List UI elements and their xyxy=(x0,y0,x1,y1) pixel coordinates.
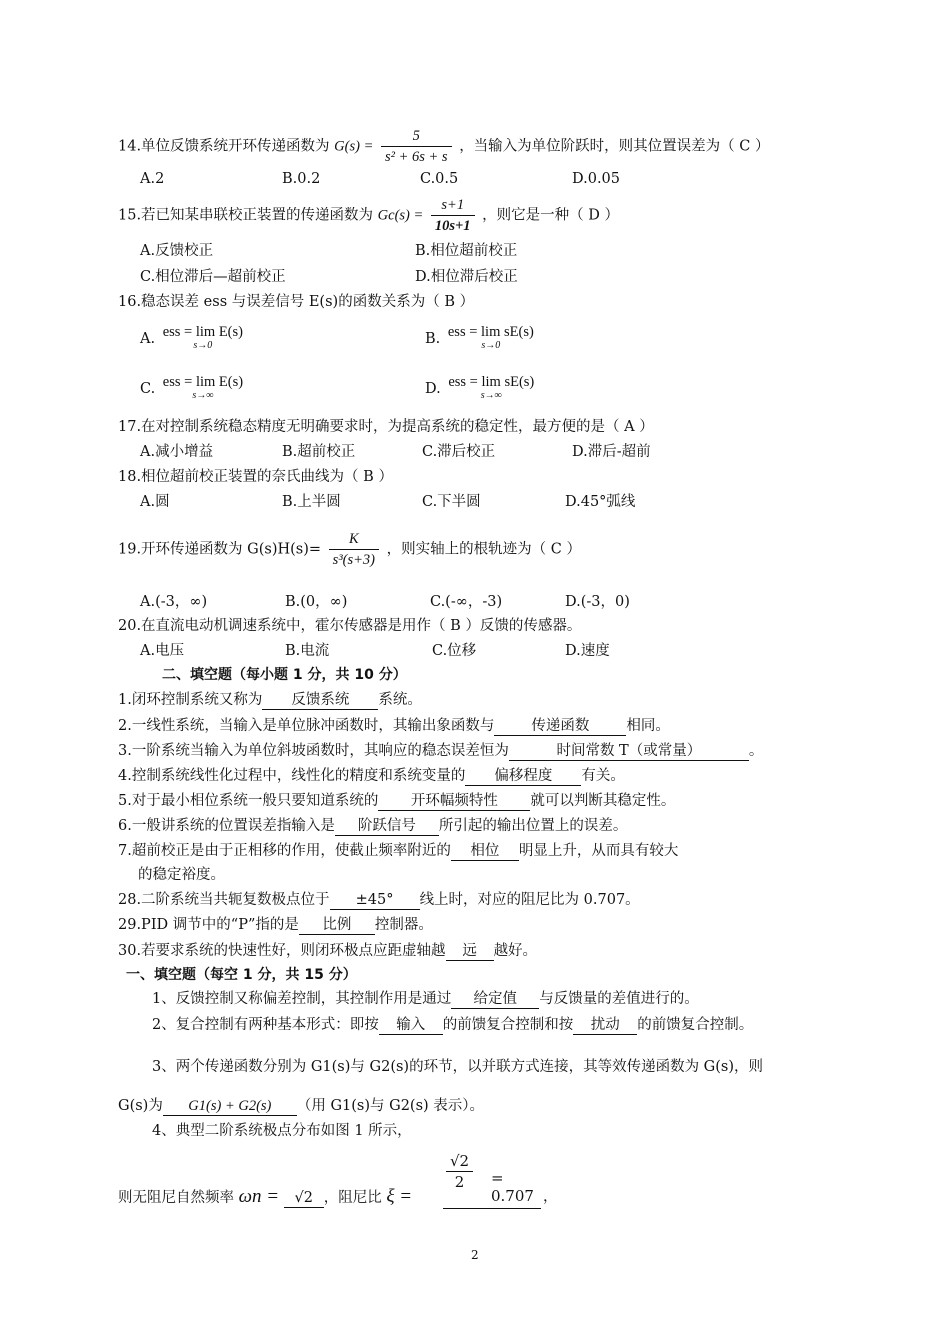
fill-5-answer: 开环幅频特性 xyxy=(378,792,530,811)
q18-option-b: B.上半圆 xyxy=(282,494,341,510)
fill-28-text: 28.二阶系统当共轭复数极点位于 xyxy=(118,892,330,908)
q15-stem: 15.若已知某串联校正装置的传递函数为 xyxy=(118,207,374,224)
xi-fraction xyxy=(446,1152,473,1191)
q18-stem: 18.相位超前校正装置的奈氏曲线为（ xyxy=(118,469,359,485)
fill-1-post: 系统。 xyxy=(378,692,422,708)
q16-stem-c: ） xyxy=(459,294,475,310)
q16-option-d xyxy=(425,375,537,403)
q14-fraction xyxy=(381,127,452,166)
fill-28-answer: ±45° xyxy=(330,891,420,910)
q14-denominator: s² + 6s + s xyxy=(384,149,448,165)
fill-30-text: 30.若要求系统的快速性好，则闭环极点应距虚轴越 xyxy=(118,943,446,959)
q15-stem-b: ，则它是一种（ xyxy=(482,207,584,224)
fill-30-answer: 远 xyxy=(446,942,494,961)
q16-option-a-sub: s→0 xyxy=(193,340,213,351)
q17-stem: 17.在对控制系统稳态精度无明确要求时，为提高系统的稳定性，最方便的是（ xyxy=(118,419,620,435)
q20-option-c: C.位移 xyxy=(432,643,477,659)
s1-item-1-post: 与反馈量的差值进行的。 xyxy=(539,991,699,1007)
fill-6-post: 所引起的输出位置上的误差。 xyxy=(438,818,628,834)
fill-2-answer: 传递函数 xyxy=(494,717,626,736)
q16-option-c-sub: s→∞ xyxy=(192,390,214,401)
q14-stem-b: ，当输入为单位阶跃时，则其位置误差为（ xyxy=(459,138,735,155)
q16-stem: 16.稳态误差 ess 与误差信号 E(s)的函数关系为（ xyxy=(118,294,440,310)
question-15 xyxy=(118,196,619,235)
fill-4-text: 4.控制系统线性化过程中，线性化的精度和系统变量的 xyxy=(118,768,466,784)
fill-2-text: 2.一线性系统，当输入是单位脉冲函数时，其输出象函数与 xyxy=(118,718,495,734)
q16-option-d-expr: ess = lim sE(s) xyxy=(448,374,535,390)
question-14 xyxy=(118,127,770,166)
q16-option-c xyxy=(140,375,246,403)
q19-option-d: D.(-3，0) xyxy=(565,594,630,610)
s1-item-3-post: （用 G1(s)与 G2(s) 表示）。 xyxy=(296,1098,485,1114)
s1-item-2-mid: 的前馈复合控制和按 xyxy=(442,1017,574,1033)
q15-numerator: s+1 xyxy=(431,196,475,216)
fill-3-text: 3.一阶系统当输入为单位斜坡函数时，其响应的稳态误差恒为 xyxy=(118,743,509,759)
q20-stem: 20.在直流电动机调速系统中，霍尔传感器是用作（ xyxy=(118,618,446,634)
q17-option-a: A.减小增益 xyxy=(140,444,214,460)
q19-option-c: C.(-∞，-3) xyxy=(430,594,503,610)
s1-item-1-text: 1、反馈控制又称偏差控制，其控制作用是通过 xyxy=(152,991,452,1007)
q14-stem: 14.单位反馈系统开环传递函数为 xyxy=(118,138,330,155)
fill-29-post: 控制器。 xyxy=(374,917,433,933)
q19-option-b: B.(0，∞) xyxy=(285,594,348,610)
s1-item-4-mid: ，阻尼比 xyxy=(323,1190,382,1206)
fill-5-text: 5.对于最小相位系统一般只要知道系统的 xyxy=(118,793,379,809)
s1-item-4-answer-line xyxy=(118,1188,412,1208)
question-18 xyxy=(118,468,393,486)
q15-option-c: C.相位滞后—超前校正 xyxy=(140,269,286,285)
q16-option-b-expr: ess = lim sE(s) xyxy=(447,324,534,340)
omega-n-symbol: ωn = xyxy=(238,1186,280,1207)
q20-option-b: B.电流 xyxy=(285,643,330,659)
q17-option-d: D.滞后-超前 xyxy=(572,444,651,460)
question-17 xyxy=(118,418,654,436)
fill-28-post: 线上时，对应的阻尼比为 0.707。 xyxy=(419,892,640,908)
q16-option-c-label: C. xyxy=(140,381,156,397)
q14-option-c: C.0.5 xyxy=(420,171,459,187)
fill-item-4 xyxy=(118,767,625,786)
q16-option-b-label: B. xyxy=(425,331,441,347)
q18-option-c: C.下半圆 xyxy=(422,494,481,510)
q19-fraction xyxy=(329,530,379,569)
fill-3-post: 。 xyxy=(748,743,764,759)
q16-option-b xyxy=(425,325,537,353)
q20-answer: B xyxy=(450,618,461,634)
q19-stem-b: ，则实轴上的根轨迹为（ xyxy=(386,541,547,558)
page-number: 2 xyxy=(471,1248,479,1262)
fill-1-text: 1.闭环控制系统又称为 xyxy=(118,692,263,708)
q16-option-a-label: A. xyxy=(140,331,156,347)
fill-4-answer: 偏移程度 xyxy=(465,767,581,786)
q15-answer: D xyxy=(588,207,600,224)
fill-1-answer: 反馈系统 xyxy=(262,691,378,710)
q15-formula-lhs: Gc(s) = xyxy=(377,207,424,224)
q16-option-b-formula xyxy=(448,325,534,353)
xi-numerator: √2 xyxy=(446,1152,473,1172)
s1-item-1-answer: 给定值 xyxy=(451,990,539,1009)
xi-denominator: 2 xyxy=(454,1173,465,1191)
q16-option-a-expr: ess = lim E(s) xyxy=(162,324,243,340)
s1-item-2-post: 的前馈复合控制。 xyxy=(637,1017,754,1033)
fill-item-7 xyxy=(118,842,678,861)
fill-item-1 xyxy=(118,691,422,710)
section-1-title: 一、填空题（每空 1 分，共 15 分） xyxy=(126,967,357,983)
omega-n-answer: √2 xyxy=(284,1189,324,1208)
q19-numerator: K xyxy=(329,530,379,550)
s1-item-3-lead: G(s)为 xyxy=(118,1098,163,1114)
s1-item-2-answer-1: 输入 xyxy=(379,1016,443,1035)
s1-item-4: 4、典型二阶系统极点分布如图 1 所示， xyxy=(152,1123,412,1139)
section-2-title: 二、填空题（每小题 1 分，共 10 分） xyxy=(162,667,407,683)
fill-6-answer: 阶跃信号 xyxy=(335,817,439,836)
s1-item-2-text: 2、复合控制有两种基本形式：即按 xyxy=(152,1017,379,1033)
fill-item-28 xyxy=(118,891,640,910)
fill-3-answer: 时间常数 T（或常量） xyxy=(509,742,749,761)
fill-6-text: 6.一般讲系统的位置误差指输入是 xyxy=(118,818,335,834)
q19-stem-c: ） xyxy=(566,541,581,558)
q14-answer: C xyxy=(739,138,751,155)
fill-item-30 xyxy=(118,942,537,961)
q17-option-c: C.滞后校正 xyxy=(422,444,496,460)
fill-29-answer: 比例 xyxy=(299,916,375,935)
q14-formula-lhs: G(s) = xyxy=(334,138,374,155)
xi-symbol: ξ = xyxy=(386,1186,413,1207)
fill-item-7-cont: 的稳定裕度。 xyxy=(138,867,225,883)
q20-stem-c: ）反馈的传感器。 xyxy=(465,618,582,634)
question-20 xyxy=(118,617,581,635)
q20-option-d: D.速度 xyxy=(565,643,610,659)
q14-option-a: A.2 xyxy=(140,171,165,187)
q14-stem-c: ） xyxy=(755,138,770,155)
q17-stem-c: ） xyxy=(639,419,654,435)
q15-option-b: B.相位超前校正 xyxy=(415,243,518,259)
q18-answer: B xyxy=(363,469,374,485)
fill-item-29 xyxy=(118,916,433,935)
q16-option-b-sub: s→0 xyxy=(481,340,501,351)
q19-option-a: A.(-3，∞) xyxy=(140,594,208,610)
q15-stem-c: ） xyxy=(604,207,620,224)
fill-item-2 xyxy=(118,717,670,736)
fill-item-5 xyxy=(118,792,675,811)
fill-29-text: 29.PID 调节中的“P”指的是 xyxy=(118,917,299,933)
s1-item-3: 3、两个传递函数分别为 G1(s)与 G2(s)的环节，以并联方式连接，其等效传递函数为 G(s)，则 xyxy=(152,1059,764,1075)
q16-option-c-expr: ess = lim E(s) xyxy=(162,374,244,390)
q19-stem: 19.开环传递函数为 G(s)H(s)= xyxy=(118,541,322,558)
q15-fraction xyxy=(431,196,475,235)
fill-item-3 xyxy=(118,742,763,761)
fill-30-post: 越好。 xyxy=(493,943,538,959)
q16-answer: B xyxy=(444,294,455,310)
s1-item-3-answer-line xyxy=(118,1097,484,1116)
s1-item-4-lead: 则无阻尼自然频率 xyxy=(118,1190,234,1206)
fill-5-post: 就可以判断其稳定性。 xyxy=(530,793,676,809)
q16-option-d-formula xyxy=(448,375,534,403)
q20-option-a: A.电压 xyxy=(140,643,185,659)
fill-4-post: 有关。 xyxy=(581,768,625,784)
q18-option-a: A.圆 xyxy=(140,494,170,510)
q16-option-c-formula xyxy=(163,375,243,403)
s1-item-4-end: ， xyxy=(543,1189,558,1205)
xi-answer-box xyxy=(443,1152,541,1209)
s1-item-2 xyxy=(152,1016,753,1035)
fill-7-post: 明显上升，从而具有较大 xyxy=(518,843,679,859)
fill-2-post: 相同。 xyxy=(626,718,670,734)
q19-answer: C xyxy=(550,541,562,558)
q16-option-d-sub: s→∞ xyxy=(480,390,502,401)
q15-option-a: A.反馈校正 xyxy=(140,243,214,259)
fill-7-answer: 相位 xyxy=(451,842,519,861)
q19-denominator: s³(s+3) xyxy=(332,552,375,568)
s1-item-1 xyxy=(152,990,699,1009)
s1-item-3-answer: G1(s) + G2(s) xyxy=(163,1097,297,1116)
q16-option-a xyxy=(140,325,246,353)
question-19 xyxy=(118,530,581,569)
q17-option-b: B.超前校正 xyxy=(282,444,356,460)
q18-option-d: D.45°弧线 xyxy=(565,494,636,510)
xi-value: = 0.707 xyxy=(491,1169,534,1205)
fill-item-6 xyxy=(118,817,627,836)
q17-answer: A xyxy=(624,419,635,435)
fill-7-text: 7.超前校正是由于正相移的作用，使截止频率附近的 xyxy=(118,843,451,859)
q16-option-a-formula xyxy=(163,325,243,353)
s1-item-2-answer-2: 扰动 xyxy=(573,1016,637,1035)
q14-option-b: B.0.2 xyxy=(282,171,321,187)
q18-stem-c: ） xyxy=(378,469,393,485)
q14-option-d: D.0.05 xyxy=(572,171,621,187)
q15-option-d: D.相位滞后校正 xyxy=(415,269,518,285)
q16-option-d-label: D. xyxy=(425,381,441,397)
q14-numerator: 5 xyxy=(381,127,452,147)
question-16 xyxy=(118,293,474,311)
q15-denominator: 10s+1 xyxy=(434,218,471,234)
